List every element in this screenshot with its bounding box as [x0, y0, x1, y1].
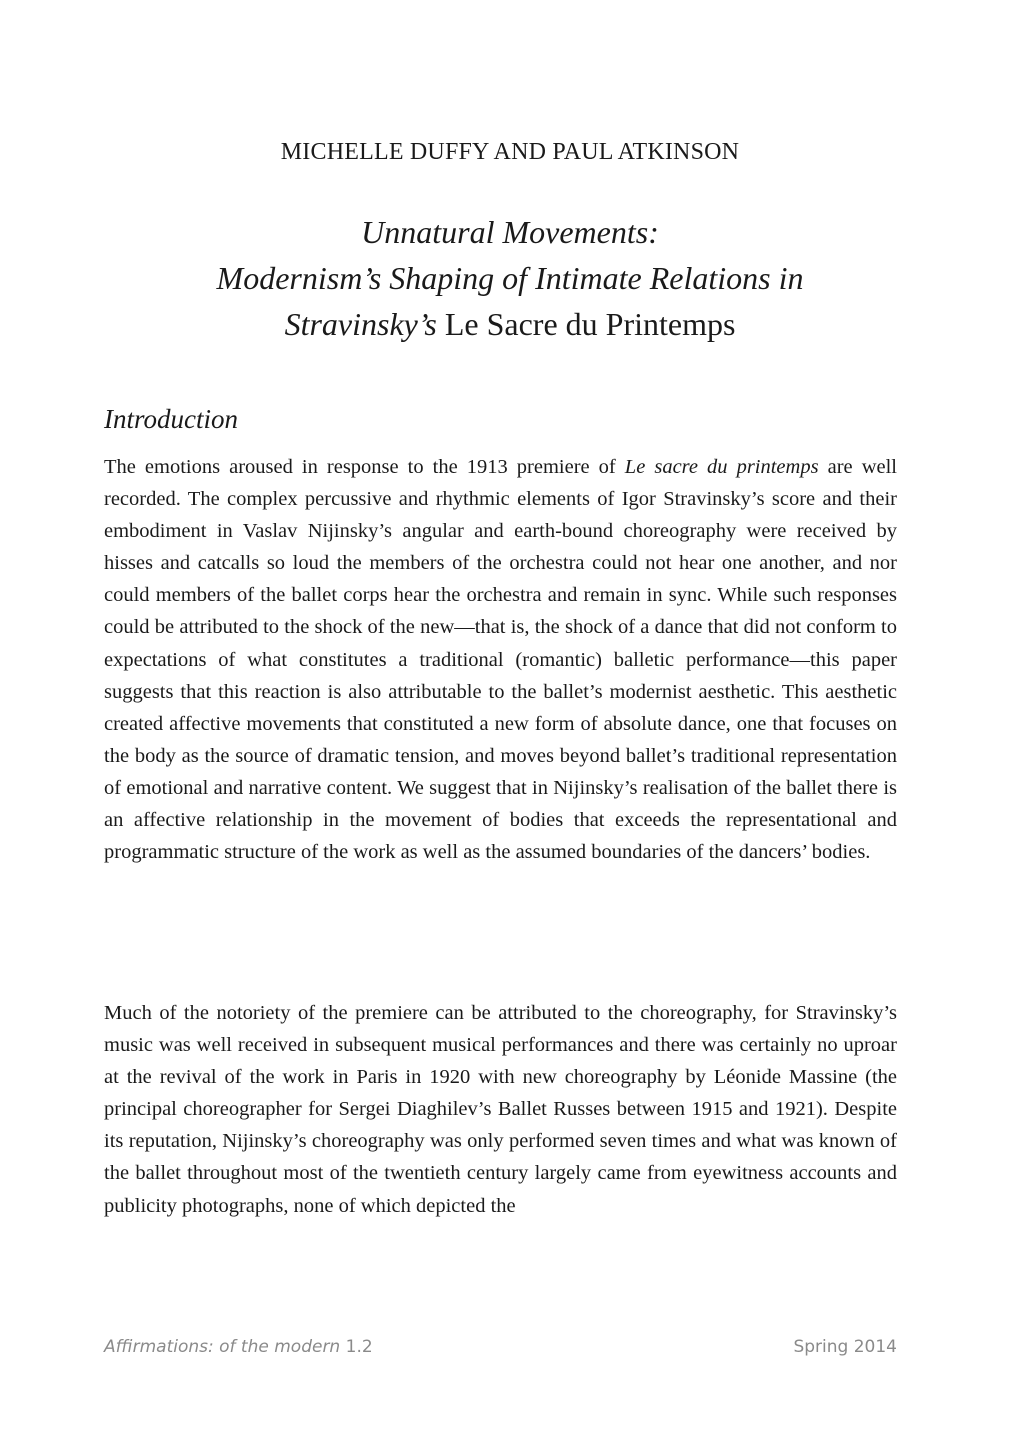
title-line-3 — [0, 301, 1020, 347]
footer-date: Spring 2014 — [793, 1337, 897, 1357]
body-paragraph-2: Much of the notoriety of the premiere can be attributed to the choreography, for Stravinsky’s music was well received in subsequent musical performances and there was certainly no uproar at the revival of the work in Paris in 1920 with new choreography by Léonide Massine (the principal choreographer for Sergei Diaghilev’s Ballet Russes between 1915 and 1921). Despite its reputation, Nijinsky’s choreography was only performed seven times and what was known of the ballet throughout most of the twentieth century largely came from eyewitness accounts and publicity photographs, none of which depicted the — [104, 1002, 897, 1217]
section-heading: Introduction — [104, 404, 238, 434]
title-line-3-roman: Le Sacre du Printemps — [436, 306, 736, 342]
title-line-3-italic: Stravinsky’s — [284, 306, 437, 342]
footer-volume: 1.2 — [340, 1337, 373, 1357]
author-line: MICHELLE DUFFY AND PAUL ATKINSON — [280, 139, 740, 165]
title-line-2: Modernism’s Shaping of Intimate Relations in — [216, 260, 804, 296]
footer-journal — [104, 1337, 373, 1357]
article-title — [0, 209, 1020, 347]
work-title-italic: Le sacre du printemps — [624, 456, 819, 478]
paragraph-1-start: The emotions aroused in response to the 1913 premiere of — [104, 456, 625, 478]
body-paragraph-1 — [104, 451, 897, 868]
title-line-1: Unnatural Movements: — [361, 214, 659, 250]
footer-journal-title: Affirmations: of the modern — [104, 1337, 341, 1357]
paragraph-1-rest: are well recorded. The complex percussive and rhythmic elements of Igor Stravinsky’s score and their embodiment in Vaslav Nijinsky’s angular and earth-bound choreography were received by hisses and catcalls so loud the members of the orchestra could not hear one another, and nor could members of the ballet corps hear the orchestra and remain in sync. While such responses could be attributed to the shock of the new—that is, the shock of a dance that did not conform to expectations of what constitutes a traditional (romantic) balletic performance—this paper suggests that this reaction is also attributable to the ballet’s modernist aesthetic. This aesthetic created affective movements that constituted a new form of absolute dance, one that focuses on the body as the source of dramatic tension, and moves beyond ballet’s traditional representation of emotional and narrative content. We suggest that in Nijinsky’s realisation of the ballet there is an affective relationship in the movement of bodies that exceeds the representational and programmatic structure of the work as well as the assumed boundaries of the dancers’ bodies. — [104, 456, 897, 864]
